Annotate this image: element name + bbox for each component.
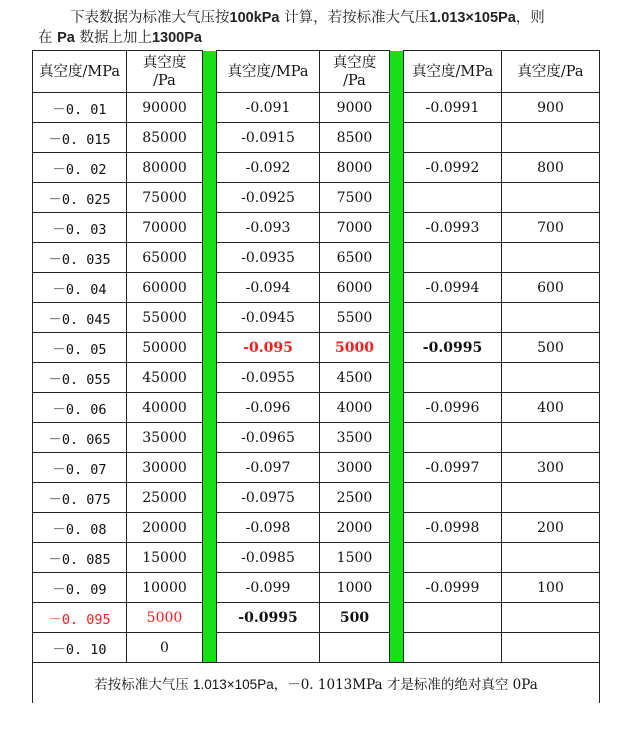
vacuum-table xyxy=(32,50,600,703)
cell-mpa-2: -0.0925 xyxy=(217,183,320,213)
cell-pa-3 xyxy=(502,123,600,153)
cell-pa-1: 0 xyxy=(127,633,203,663)
cell-mpa-3: -0.0995 xyxy=(404,333,502,363)
cell-mpa-1: －0. 10 xyxy=(33,633,127,663)
cell-mpa-3 xyxy=(404,543,502,573)
table-row xyxy=(33,333,600,363)
table-row xyxy=(33,573,600,603)
header-pa-1-line1: 真空度 xyxy=(142,54,187,71)
cell-pa-2: 500 xyxy=(320,603,390,633)
green-divider xyxy=(390,153,404,183)
green-divider xyxy=(390,603,404,633)
green-divider xyxy=(390,423,404,453)
cell-pa-2: 3500 xyxy=(320,423,390,453)
cell-mpa-2: -0.0965 xyxy=(217,423,320,453)
green-divider xyxy=(203,423,217,453)
green-divider xyxy=(390,93,404,123)
cell-mpa-3: -0.0999 xyxy=(404,573,502,603)
cell-pa-1: 45000 xyxy=(127,363,203,393)
cell-mpa-1: －0. 085 xyxy=(33,543,127,573)
green-divider xyxy=(390,183,404,213)
cell-pa-3 xyxy=(502,303,600,333)
cell-pa-3 xyxy=(502,423,600,453)
cell-pa-2: 6000 xyxy=(320,273,390,303)
cell-pa-2: 3000 xyxy=(320,453,390,483)
header-pa-1 xyxy=(127,51,203,93)
cell-mpa-2: -0.0955 xyxy=(217,363,320,393)
cell-pa-2: 8500 xyxy=(320,123,390,153)
cell-pa-2: 8000 xyxy=(320,153,390,183)
green-divider xyxy=(203,123,217,153)
green-divider xyxy=(203,213,217,243)
green-divider xyxy=(390,273,404,303)
intro-line-2 xyxy=(38,30,202,46)
cell-pa-2: 4500 xyxy=(320,363,390,393)
green-divider xyxy=(203,393,217,423)
cell-mpa-3: -0.0997 xyxy=(404,453,502,483)
cell-pa-2: 1500 xyxy=(320,543,390,573)
table-row xyxy=(33,153,600,183)
footer-value: 1.013×105Pa xyxy=(193,677,274,692)
green-divider xyxy=(390,213,404,243)
intro-bold-value: 1.013×105Pa xyxy=(429,10,516,26)
cell-mpa-1: －0. 045 xyxy=(33,303,127,333)
cell-mpa-2: -0.096 xyxy=(217,393,320,423)
cell-pa-2: 7500 xyxy=(320,183,390,213)
green-divider xyxy=(203,603,217,633)
cell-pa-3: 900 xyxy=(502,93,600,123)
cell-mpa-2: -0.094 xyxy=(217,273,320,303)
cell-pa-1: 90000 xyxy=(127,93,203,123)
green-divider xyxy=(390,123,404,153)
green-divider xyxy=(203,453,217,483)
cell-mpa-3 xyxy=(404,603,502,633)
cell-mpa-3 xyxy=(404,363,502,393)
green-divider xyxy=(203,303,217,333)
table-row xyxy=(33,603,600,633)
green-divider xyxy=(390,393,404,423)
header-mpa-3: 真空度/MPa xyxy=(404,51,502,93)
table-row xyxy=(33,93,600,123)
cell-mpa-2: -0.097 xyxy=(217,453,320,483)
cell-pa-1: 60000 xyxy=(127,273,203,303)
footer-note xyxy=(33,663,600,704)
green-divider xyxy=(390,513,404,543)
table-row xyxy=(33,483,600,513)
cell-pa-1: 10000 xyxy=(127,573,203,603)
header-pa-2 xyxy=(320,51,390,93)
cell-mpa-2: -0.0985 xyxy=(217,543,320,573)
cell-pa-2: 7000 xyxy=(320,213,390,243)
cell-pa-2: 5000 xyxy=(320,333,390,363)
footer-text: 若按标准大气压 xyxy=(94,677,193,693)
cell-mpa-1: －0. 06 xyxy=(33,393,127,423)
cell-mpa-2: -0.093 xyxy=(217,213,320,243)
cell-pa-1: 80000 xyxy=(127,153,203,183)
header-pa-2-line1: 真空度 xyxy=(332,54,377,71)
green-divider xyxy=(203,183,217,213)
cell-mpa-3: -0.0991 xyxy=(404,93,502,123)
green-divider xyxy=(203,483,217,513)
green-divider xyxy=(203,573,217,603)
header-mpa-2: 真空度/MPa xyxy=(217,51,320,93)
header-mpa-1: 真空度/MPa xyxy=(33,51,127,93)
cell-mpa-3: -0.0993 xyxy=(404,213,502,243)
cell-pa-1: 25000 xyxy=(127,483,203,513)
cell-pa-3: 600 xyxy=(502,273,600,303)
cell-pa-3: 100 xyxy=(502,573,600,603)
green-divider xyxy=(390,483,404,513)
cell-mpa-3 xyxy=(404,123,502,153)
cell-mpa-1: －0. 065 xyxy=(33,423,127,453)
cell-mpa-1: －0. 09 xyxy=(33,573,127,603)
cell-pa-1: 15000 xyxy=(127,543,203,573)
table-row xyxy=(33,303,600,333)
green-divider xyxy=(203,51,217,93)
cell-mpa-1: －0. 07 xyxy=(33,453,127,483)
header-pa-3: 真空度/Pa xyxy=(502,51,600,93)
cell-mpa-3 xyxy=(404,423,502,453)
cell-mpa-1: －0. 02 xyxy=(33,153,127,183)
cell-pa-1: 70000 xyxy=(127,213,203,243)
green-divider xyxy=(203,543,217,573)
green-divider xyxy=(390,303,404,333)
green-divider xyxy=(203,243,217,273)
cell-mpa-1: －0. 095 xyxy=(33,603,127,633)
cell-pa-3 xyxy=(502,243,600,273)
cell-pa-3 xyxy=(502,483,600,513)
cell-pa-3: 500 xyxy=(502,333,600,363)
cell-mpa-2: -0.092 xyxy=(217,153,320,183)
green-divider xyxy=(390,363,404,393)
footer-text: ，－0. 1013MPa 才是标准的绝对真空 0Pa xyxy=(273,677,538,693)
cell-pa-1: 20000 xyxy=(127,513,203,543)
intro-text: ，则 xyxy=(515,10,545,26)
intro-text: 在 xyxy=(38,30,58,46)
cell-pa-2: 2500 xyxy=(320,483,390,513)
intro-bold-value: 100kPa xyxy=(229,10,280,26)
cell-mpa-1: －0. 01 xyxy=(33,93,127,123)
green-divider xyxy=(203,273,217,303)
cell-pa-3: 700 xyxy=(502,213,600,243)
cell-mpa-3: -0.0992 xyxy=(404,153,502,183)
cell-pa-2: 9000 xyxy=(320,93,390,123)
green-divider xyxy=(390,543,404,573)
cell-mpa-1: －0. 05 xyxy=(33,333,127,363)
cell-mpa-2: -0.091 xyxy=(217,93,320,123)
cell-pa-2 xyxy=(320,633,390,663)
cell-pa-1: 85000 xyxy=(127,123,203,153)
table-row xyxy=(33,423,600,453)
cell-pa-1: 35000 xyxy=(127,423,203,453)
cell-mpa-2: -0.0935 xyxy=(217,243,320,273)
cell-pa-1: 30000 xyxy=(127,453,203,483)
cell-pa-1: 40000 xyxy=(127,393,203,423)
green-divider xyxy=(203,333,217,363)
cell-mpa-2: -0.0975 xyxy=(217,483,320,513)
cell-mpa-1: －0. 015 xyxy=(33,123,127,153)
table-row xyxy=(33,453,600,483)
green-divider xyxy=(390,453,404,483)
green-divider xyxy=(390,573,404,603)
cell-mpa-3 xyxy=(404,633,502,663)
intro-bold-value: 1300Pa xyxy=(151,30,202,46)
intro-text: 下表数据为标准大气压按 xyxy=(70,10,230,26)
cell-mpa-1: －0. 08 xyxy=(33,513,127,543)
cell-pa-1: 55000 xyxy=(127,303,203,333)
table-row xyxy=(33,273,600,303)
table-row xyxy=(33,633,600,663)
cell-pa-3 xyxy=(502,603,600,633)
cell-mpa-3: -0.0994 xyxy=(404,273,502,303)
cell-mpa-3: -0.0998 xyxy=(404,513,502,543)
cell-mpa-3: -0.0996 xyxy=(404,393,502,423)
green-divider xyxy=(203,633,217,663)
cell-mpa-1: －0. 035 xyxy=(33,243,127,273)
cell-pa-1: 5000 xyxy=(127,603,203,633)
cell-pa-3 xyxy=(502,543,600,573)
table-row xyxy=(33,213,600,243)
cell-pa-3: 400 xyxy=(502,393,600,423)
header-pa-1-line2: /Pa xyxy=(153,72,176,89)
cell-pa-3: 200 xyxy=(502,513,600,543)
cell-pa-2: 4000 xyxy=(320,393,390,423)
cell-pa-2: 6500 xyxy=(320,243,390,273)
green-divider xyxy=(390,333,404,363)
cell-mpa-2 xyxy=(217,633,320,663)
cell-mpa-3 xyxy=(404,483,502,513)
table-row xyxy=(33,183,600,213)
cell-mpa-3 xyxy=(404,303,502,333)
cell-pa-2: 1000 xyxy=(320,573,390,603)
cell-mpa-1: －0. 03 xyxy=(33,213,127,243)
green-divider xyxy=(203,513,217,543)
footer-row xyxy=(33,663,600,704)
green-divider xyxy=(203,363,217,393)
green-divider xyxy=(390,243,404,273)
table-row xyxy=(33,543,600,573)
table-row xyxy=(33,363,600,393)
table-row xyxy=(33,243,600,273)
header-row xyxy=(33,51,600,93)
table-row xyxy=(33,393,600,423)
green-divider xyxy=(390,633,404,663)
cell-mpa-2: -0.098 xyxy=(217,513,320,543)
cell-pa-3 xyxy=(502,183,600,213)
green-divider xyxy=(203,153,217,183)
cell-mpa-3 xyxy=(404,243,502,273)
cell-mpa-2: -0.095 xyxy=(217,333,320,363)
intro-text: 计算，若按标准大气压 xyxy=(279,10,430,26)
table-row xyxy=(33,123,600,153)
cell-pa-3: 800 xyxy=(502,153,600,183)
header-pa-2-line2: /Pa xyxy=(343,72,366,89)
cell-mpa-2: -0.0915 xyxy=(217,123,320,153)
cell-mpa-2: -0.0995 xyxy=(217,603,320,633)
cell-mpa-3 xyxy=(404,183,502,213)
cell-pa-3: 300 xyxy=(502,453,600,483)
intro-line-1 xyxy=(38,8,598,28)
cell-pa-3 xyxy=(502,633,600,663)
cell-pa-1: 50000 xyxy=(127,333,203,363)
green-divider xyxy=(390,51,404,93)
cell-mpa-2: -0.099 xyxy=(217,573,320,603)
intro-bold-value: Pa xyxy=(57,30,75,46)
green-divider xyxy=(203,93,217,123)
cell-pa-2: 5500 xyxy=(320,303,390,333)
cell-mpa-1: －0. 04 xyxy=(33,273,127,303)
cell-mpa-1: －0. 055 xyxy=(33,363,127,393)
cell-mpa-2: -0.0945 xyxy=(217,303,320,333)
cell-pa-1: 75000 xyxy=(127,183,203,213)
intro-paragraph xyxy=(38,8,598,48)
cell-mpa-1: －0. 025 xyxy=(33,183,127,213)
cell-mpa-1: －0. 075 xyxy=(33,483,127,513)
cell-pa-3 xyxy=(502,363,600,393)
intro-text: 数据上加上 xyxy=(74,30,152,46)
cell-pa-1: 65000 xyxy=(127,243,203,273)
cell-pa-2: 2000 xyxy=(320,513,390,543)
table-row xyxy=(33,513,600,543)
